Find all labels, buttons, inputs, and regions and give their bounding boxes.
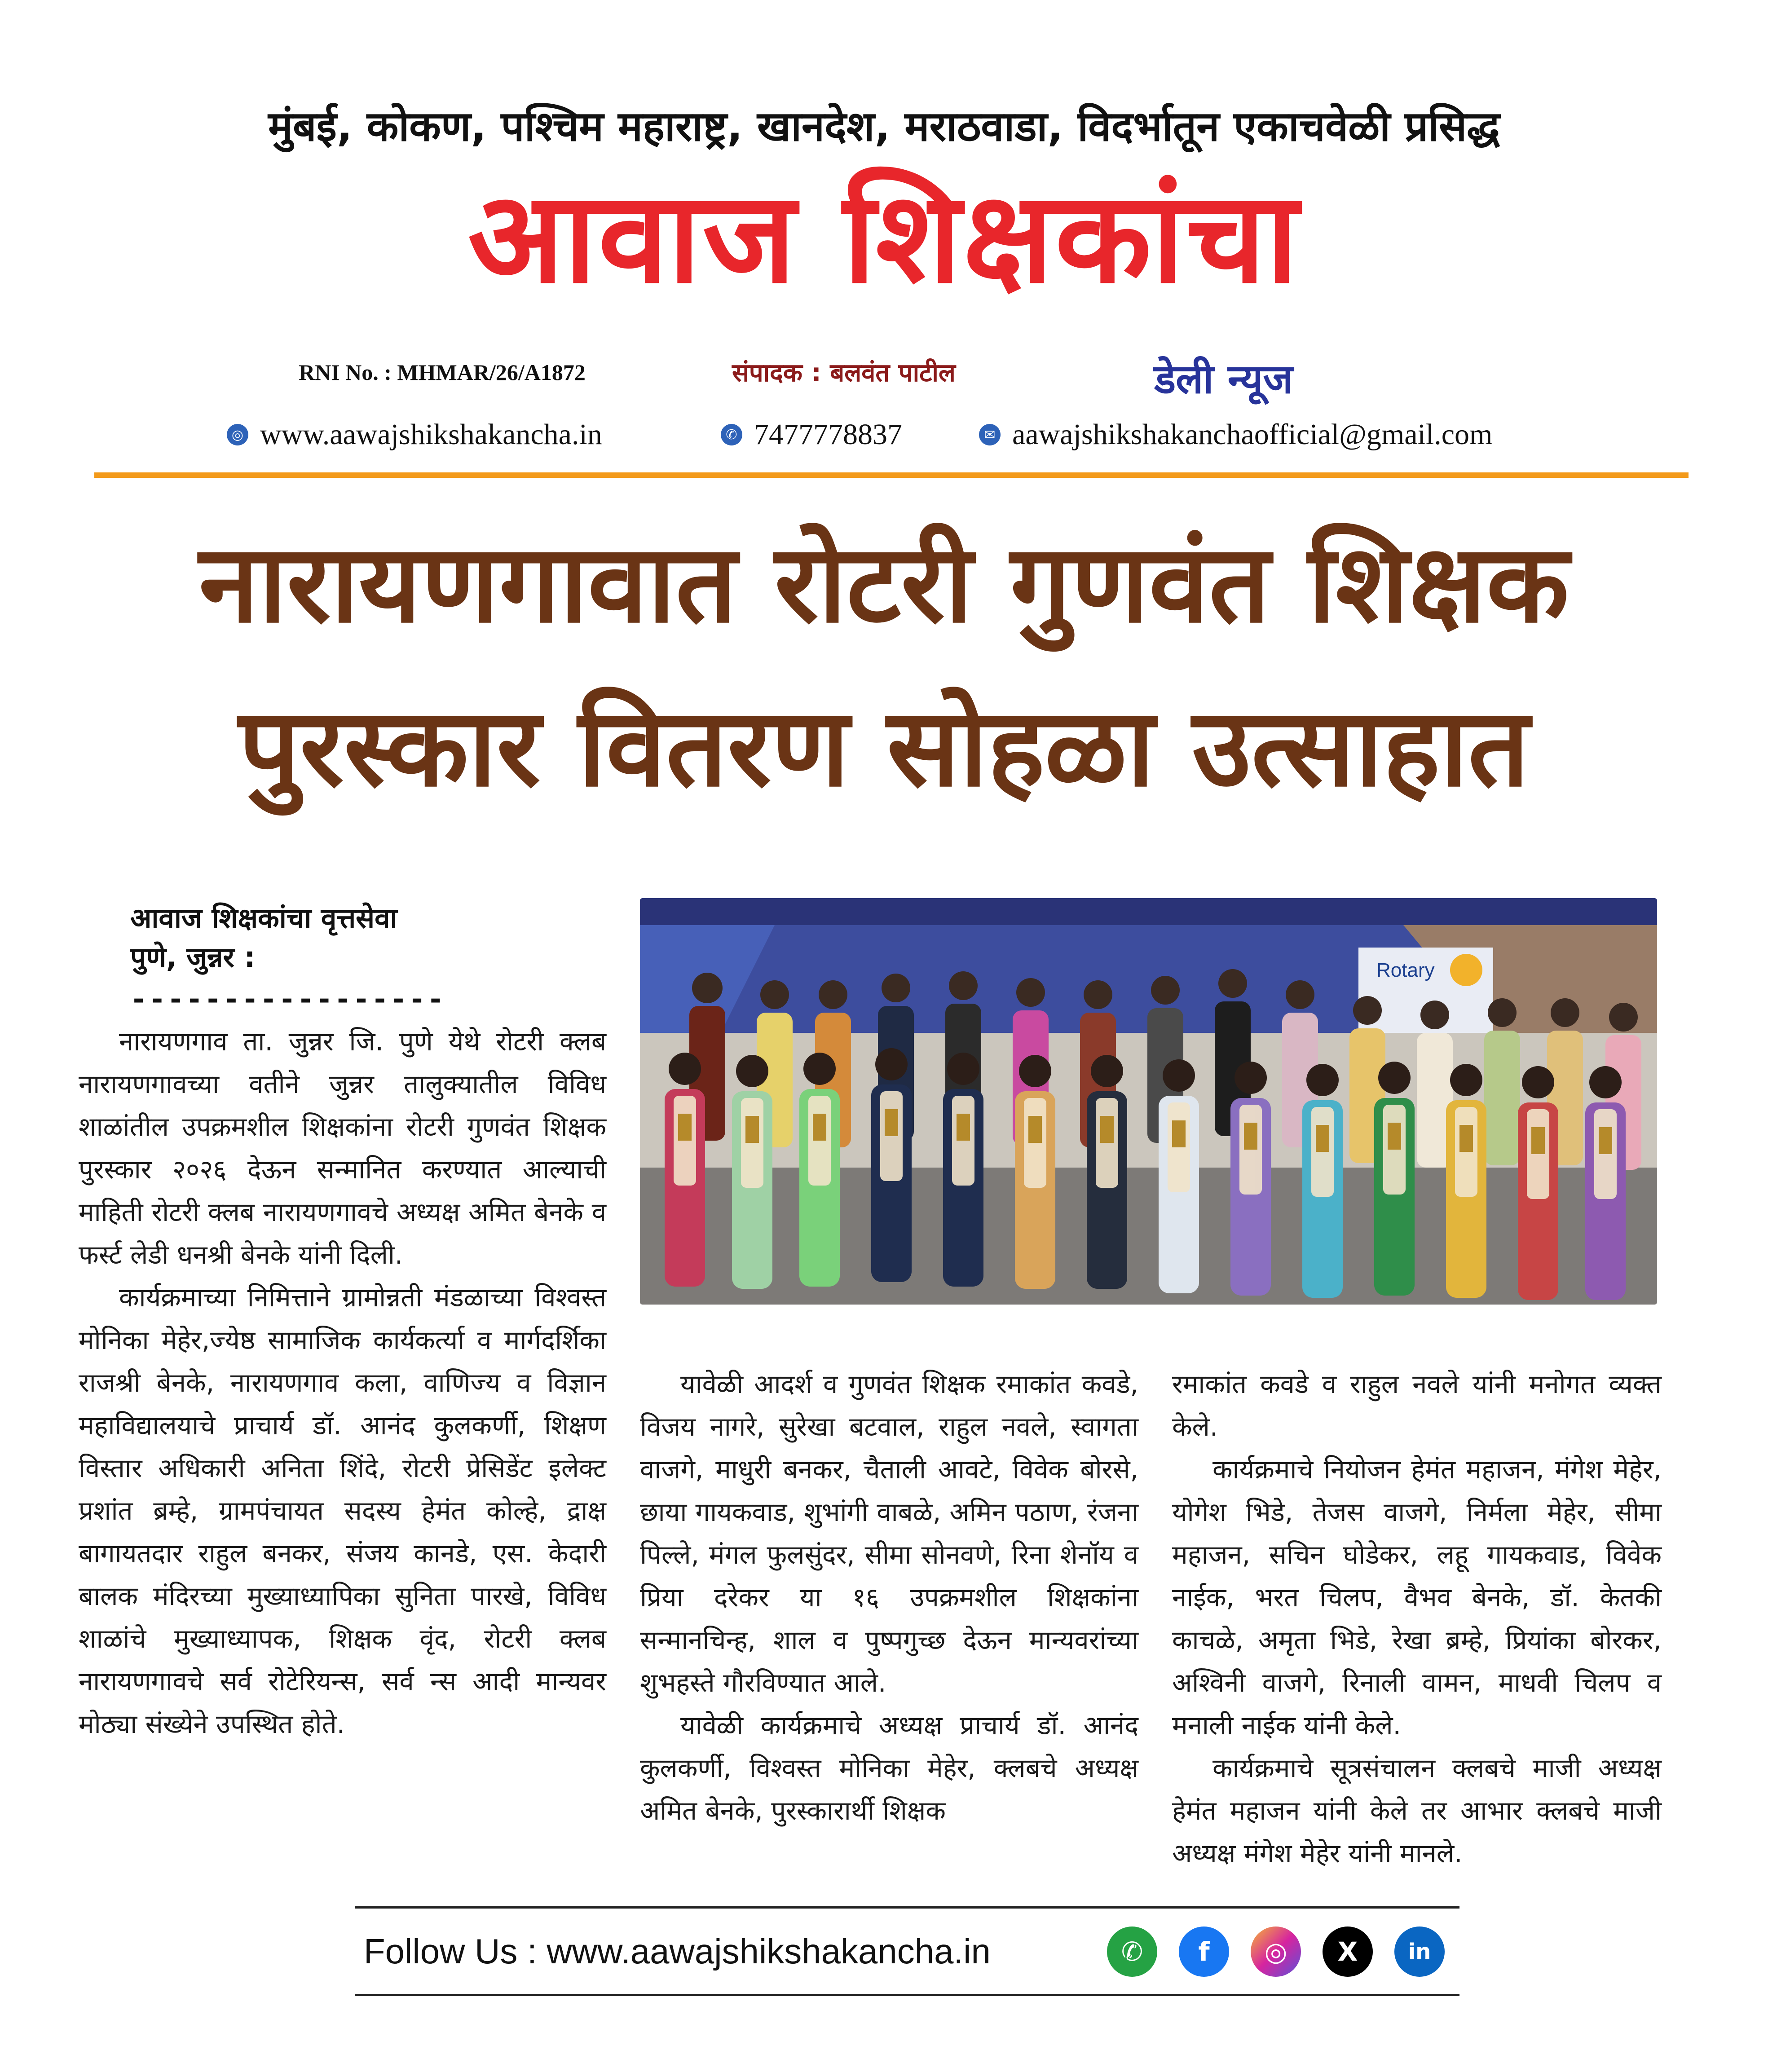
whatsapp-icon[interactable]: ✆	[1107, 1927, 1157, 1977]
paragraph: नारायणगाव ता. जुन्नर जि. पुणे येथे रोटरी क्लब नारायणगावच्या वतीने जुन्नर तालुक्यातील विविध शाळांतील उपक्रमशील शिक्षकांना रोटरी गुणवंत शिक्षक पुरस्कार २०२६ देऊन सन्मानित करण्यात आल्याची माहिती रोटरी क्लब नारायणगावचे अध्यक्ष अमित बेनके व फर्स्ट लेडी धनश्री बेनके यांनी दिली.	[79, 1026, 606, 1270]
mail-icon: ✉	[979, 424, 1001, 445]
paragraph: यावेळी आदर्श व गुणवंत शिक्षक रमाकांत कवडे, विजय नागरे, सुरेखा बटवाल, राहुल नवले, स्वागता वाजगे, माधुरी बनकर, चैताली आवटे, विवेक बोरसे, छाया गायकवाड, शुभांगी वाबळे, अमिन पठाण, रंजना पिल्ले, मंगल फुलसुंदर, सीमा सोनवणे, रिना शेनॉय व प्रिया दरेकर या १६ उपक्रमशील शिक्षकांना सन्मानचिन्ह, शाल व पुष्पगुच्छ देऊन मान्यवरांच्या शुभहस्ते गौरविण्यात आले.	[640, 1369, 1138, 1698]
phone-text: 7477778837	[754, 418, 902, 451]
paragraph: रमाकांत कवडे व राहुल नवले यांनी मनोगत व्यक्त केले.	[1172, 1369, 1662, 1442]
paragraph: यावेळी कार्यक्रमाचे अध्यक्ष प्राचार्य डॉ. आनंद कुलकर्णी, विश्वस्त मोनिका मेहेर, क्लबचे अध्यक्ष अमित बेनके, पुरस्कारार्थी शिक्षक	[640, 1710, 1138, 1826]
headline-line-1: नारायणगावात रोटरी गुणवंत शिक्षक	[199, 521, 1569, 647]
article-column-3	[1172, 1363, 1662, 1875]
orange-divider	[94, 472, 1689, 478]
news-source: आवाज शिक्षकांचा वृत्तसेवा	[130, 902, 397, 935]
paragraph: कार्यक्रमाचे नियोजन हेमंत महाजन, मंगेश मेहेर, योगेश भिडे, तेजस वाजगे, निर्मला मेहेर, सीमा महाजन, सचिन घोडेकर, लहू गायकवाड, विवेक नाईक, भरत चिलप, वैभव बेनके, डॉ. केतकी काचळे, अमृता भिडे, रेखा ब्रम्हे, प्रियांका बोरकर, अश्विनी वाजगे, रिनाली वामन, माधवी चिलप व मनाली नाईक यांनी केले.	[1172, 1454, 1662, 1741]
globe-icon: ◎	[227, 424, 248, 445]
facebook-icon[interactable]: f	[1179, 1927, 1229, 1977]
event-photo	[640, 898, 1657, 1305]
byline	[130, 899, 397, 977]
paragraph: कार्यक्रमाचे सूत्रसंचालन क्लबचे माजी अध्यक्ष हेमंत महाजन यांनी केले तर आभार क्लबचे माजी अध्यक्ष मंगेश मेहेर यांनी मानले.	[1172, 1753, 1662, 1869]
article-column-1	[79, 1020, 606, 1746]
dateline: पुणे, जुन्नर :	[130, 940, 256, 974]
email-text: aawajshikshakanchaofficial@gmail.com	[1012, 418, 1493, 451]
instagram-icon[interactable]: ◎	[1251, 1927, 1301, 1977]
phone-contact[interactable]	[721, 418, 902, 452]
footer-rule-bottom	[355, 1994, 1459, 1996]
rotary-banner-text: Rotary	[1376, 959, 1435, 981]
headline-line-2: पुरस्कार वितरण सोहळा उत्साहात	[238, 685, 1530, 811]
x-icon[interactable]: X	[1323, 1927, 1373, 1977]
follow-us-text[interactable]: Follow Us : www.aawajshikshakancha.in	[364, 1931, 991, 1971]
website-text: www.aawajshikshakancha.in	[260, 418, 602, 451]
phone-icon: ✆	[721, 424, 742, 445]
footer-rule-top	[355, 1906, 1459, 1909]
email-contact[interactable]	[979, 418, 1492, 452]
group-photo-illustration	[640, 898, 1657, 1305]
website-contact[interactable]	[227, 418, 602, 452]
article-column-2	[640, 1363, 1138, 1832]
editor-credit: संपादक : बलवंत पाटील	[732, 358, 956, 388]
paragraph: कार्यक्रमाच्या निमित्ताने ग्रामोन्नती मंडळाच्या विश्वस्त मोनिका मेहेर,ज्येष्ठ सामाजिक कार्यकर्त्या व मार्गदर्शिका राजश्री बेनके, नारायणगाव कला, वाणिज्य व विज्ञान महाविद्यालयाचे प्राचार्य डॉ. आनंद कुलकर्णी, शिक्षण विस्तार अधिकारी अनिता शिंदे, रोटरी प्रेसिडेंट इलेक्ट प्रशांत ब्रम्हे, ग्रामपंचायत सदस्य हेमंत कोल्हे, द्राक्ष बागायतदार राहुल बनकर, संजय कानडे, एस. केदारी बालक मंदिरच्या मुख्याध्यापिका सुनिता पारखे, विविध शाळांचे मुख्याध्यापक, शिक्षक वृंद, रोटरी क्लब नारायणगावचे सर्व रोटेरियन्स, सर्व न्स आदी मान्यवर मोठ्या संख्येने उपस्थित होते.	[79, 1282, 606, 1739]
daily-news-label: डेली न्यूज	[1154, 356, 1293, 403]
rni-number: RNI No. : MHMAR/26/A1872	[299, 360, 586, 385]
linkedin-icon[interactable]: in	[1394, 1927, 1445, 1977]
newspaper-title: आवाज शिक्षकांचा	[467, 165, 1301, 311]
byline-separator: -----------------	[130, 983, 446, 1015]
masthead-tagline: मुंबई, कोकण, पश्चिम महाराष्ट्र, खानदेश, मराठवाडा, विदर्भातून एकाचवेळी प्रसिद्ध	[268, 102, 1500, 150]
